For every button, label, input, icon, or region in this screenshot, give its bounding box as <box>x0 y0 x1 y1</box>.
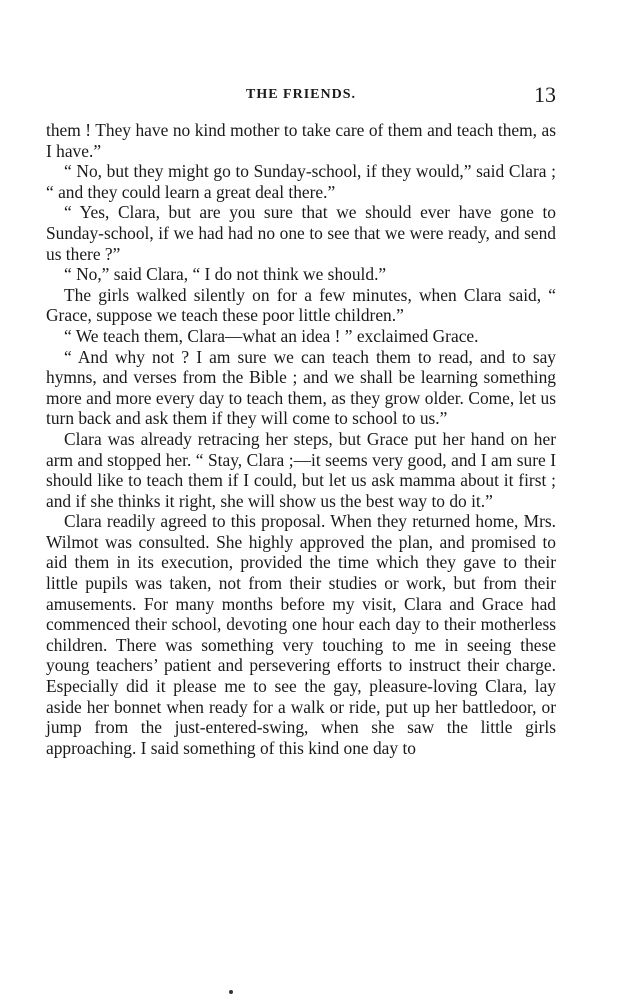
paragraph: Clara was already retracing her steps, but Grace put her hand on her arm and stopped her. “ Stay, Clara ;—it seems very good, and I am sure I should like to teach them if I could, but let us ask mamma about it first ; and if she thinks it right, she will show us the best way to do it.” <box>46 428 556 511</box>
paragraph: “ We teach them, Clara—what an idea ! ” exclaimed Grace. <box>64 325 479 346</box>
paragraph: The girls walked silently on for a few minutes, when Clara said, “ Grace, suppose we teach these poor little children.” <box>46 284 556 326</box>
footer-dot <box>229 990 233 994</box>
paragraph: “ Yes, Clara, but are you sure that we should ever have gone to Sunday-school, if we had had no one to see that we were ready, and send us there ?” <box>46 202 556 264</box>
page-number: 13 <box>534 82 556 107</box>
body-text <box>46 120 556 758</box>
running-head <box>46 82 556 108</box>
paragraph: “ No, but they might go to Sunday-school, if they would,” said Clara ; “ and they could learn a great deal there.” <box>46 161 556 202</box>
running-title: THE FRIENDS. <box>245 87 357 102</box>
paragraph: them ! They have no kind mother to take care of them and teach them, as I have.” <box>46 120 556 161</box>
paragraph: Clara readily agreed to this proposal. When they returned home, Mrs. Wilmot was consulted. She highly approved the plan, and promised to aid them in its execution, provided the time which they gave to their little pupils was taken, not from their studies or work, but from their amusements. For many months before my visit, Clara and Grace had commenced their school, devoting one hour each day to their motherless children. There was something very touching to me in seeing these young teachers’ patient and persevering efforts to instruct their charge. Especially did it please me to see the gay, pleasure-loving Clara, lay aside her bonnet when ready for a walk or ride, put up her battledoor, or jump from the just-entered-swing, when she saw the little girls approaching. I said something of this kind one day to <box>46 511 556 758</box>
paragraph: “ No,” said Clara, “ I do not think we should.” <box>64 264 387 285</box>
paragraph: “ And why not ? I am sure we can teach them to read, and to say hymns, and verses from the Bible ; and we shall be learning something more and more every day to teach them, as they grow older. Come, let us turn back and ask them if they will come to school to us.” <box>46 346 556 429</box>
